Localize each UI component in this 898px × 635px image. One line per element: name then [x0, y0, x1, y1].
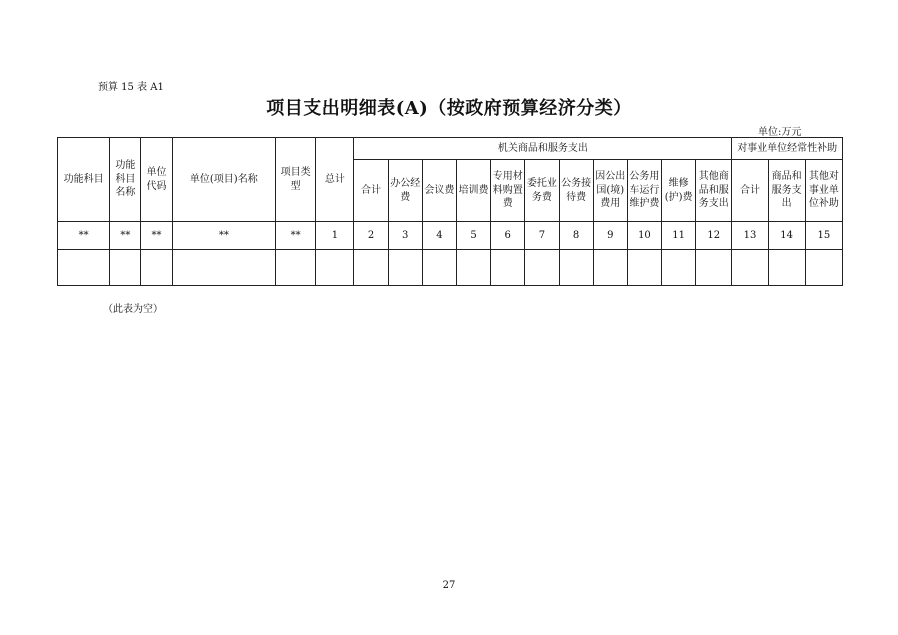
header-subsidy-col: 合计 — [732, 160, 768, 222]
budget-table — [57, 137, 843, 286]
page-number: 27 — [442, 580, 456, 591]
index-cell: 4 — [422, 222, 456, 250]
index-cell: 2 — [354, 222, 388, 250]
unit-label: 单位:万元 — [758, 127, 802, 138]
header-gs-col: 会议费 — [422, 160, 456, 222]
header-gs-col: 专用材料购置费 — [491, 160, 525, 222]
index-row — [58, 222, 843, 250]
empty-cell — [696, 250, 732, 286]
index-cell: 13 — [732, 222, 768, 250]
header-subsidy-group: 对事业单位经常性补助 — [732, 138, 843, 160]
empty-cell — [354, 250, 388, 286]
header-gs-col: 因公出国(境)费用 — [593, 160, 627, 222]
index-cell: 12 — [696, 222, 732, 250]
empty-cell — [316, 250, 354, 286]
index-cell: 14 — [768, 222, 805, 250]
header-gs-col: 公务接待费 — [559, 160, 593, 222]
index-cell: 11 — [662, 222, 696, 250]
header-gs-col: 委托业务费 — [525, 160, 559, 222]
header-gs-col: 办公经费 — [388, 160, 422, 222]
index-cell: ** — [58, 222, 110, 250]
empty-cell — [525, 250, 559, 286]
empty-cell — [276, 250, 316, 286]
index-cell: 3 — [388, 222, 422, 250]
index-cell: 10 — [627, 222, 661, 250]
header-project-type: 项目类型 — [276, 138, 316, 222]
header-gs-col: 合计 — [354, 160, 388, 222]
empty-cell — [732, 250, 768, 286]
header-gs-col: 其他商品和服务支出 — [696, 160, 732, 222]
empty-cell — [58, 250, 110, 286]
header-gs-col: 培训费 — [456, 160, 490, 222]
header-subsidy-col: 其他对事业单位补助 — [805, 160, 842, 222]
index-cell: 7 — [525, 222, 559, 250]
empty-table-note: （此表为空） — [103, 304, 163, 315]
header-subsidy-col: 商品和服务支出 — [768, 160, 805, 222]
empty-cell — [422, 250, 456, 286]
empty-cell — [768, 250, 805, 286]
index-cell: ** — [110, 222, 141, 250]
index-cell: 9 — [593, 222, 627, 250]
document-code: 预算 15 表 A1 — [98, 82, 164, 93]
header-total: 总计 — [316, 138, 354, 222]
empty-cell — [662, 250, 696, 286]
header-function-subject-name: 功能科目名称 — [110, 138, 141, 222]
empty-cell — [805, 250, 842, 286]
index-cell: ** — [276, 222, 316, 250]
empty-cell — [627, 250, 661, 286]
empty-cell — [388, 250, 422, 286]
index-cell: 5 — [456, 222, 490, 250]
index-cell: 6 — [491, 222, 525, 250]
empty-cell — [172, 250, 276, 286]
index-cell: 15 — [805, 222, 842, 250]
index-cell: 8 — [559, 222, 593, 250]
page-title: 项目支出明细表(A)（按政府预算经济分类） — [266, 98, 632, 119]
index-cell: ** — [172, 222, 276, 250]
header-unit-code: 单位代码 — [141, 138, 172, 222]
header-goods-services-group: 机关商品和服务支出 — [354, 138, 732, 160]
empty-cell — [456, 250, 490, 286]
header-gs-col: 公务用车运行维护费 — [627, 160, 661, 222]
index-cell: ** — [141, 222, 172, 250]
empty-cell — [593, 250, 627, 286]
header-gs-col: 维修(护)费 — [662, 160, 696, 222]
header-unit-project-name: 单位(项目)名称 — [172, 138, 276, 222]
empty-cell — [141, 250, 172, 286]
empty-cell — [491, 250, 525, 286]
index-cell: 1 — [316, 222, 354, 250]
empty-cell — [110, 250, 141, 286]
empty-row — [58, 250, 843, 286]
header-function-subject: 功能科目 — [58, 138, 110, 222]
empty-cell — [559, 250, 593, 286]
